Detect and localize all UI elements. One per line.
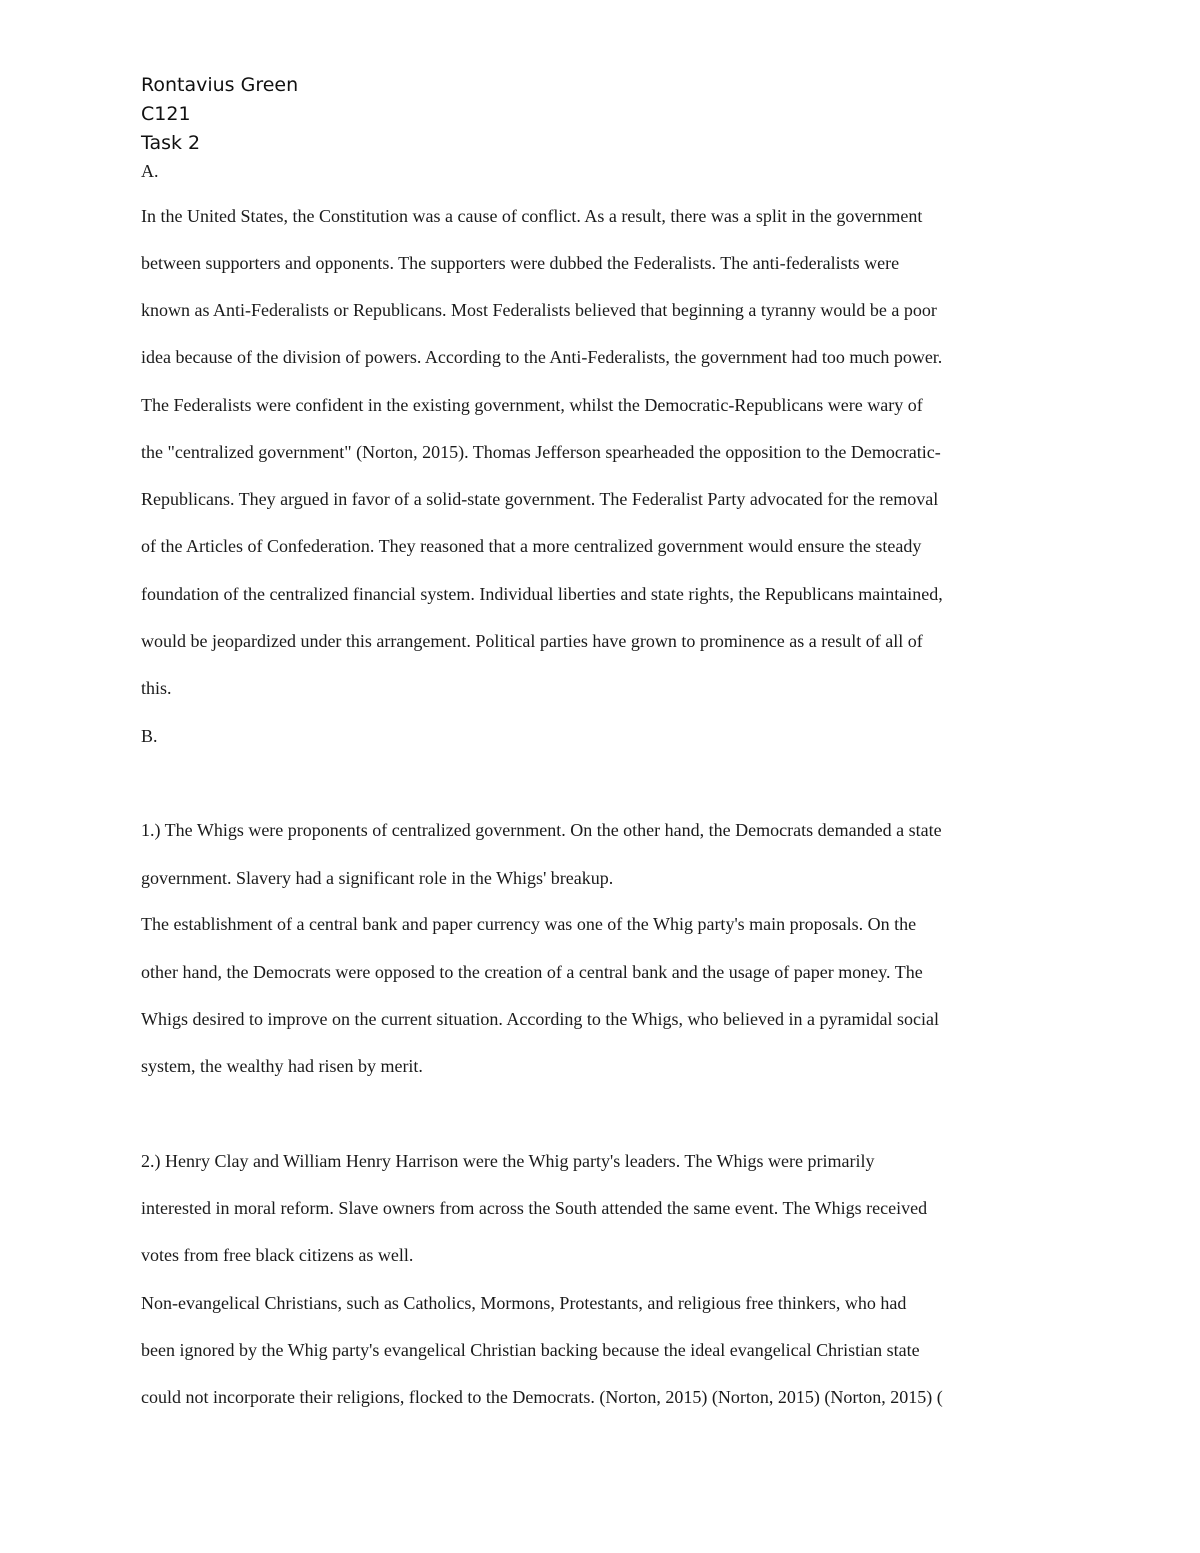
section-b-item2-line: votes from free black citizens as well. xyxy=(141,1245,414,1265)
section-b-item2-line: interested in moral reform. Slave owners from across the South attended the same event. The Whigs received xyxy=(141,1198,928,1218)
section-a-line: The Federalists were confident in the existing government, whilst the Democratic-Republicans were wary of xyxy=(141,395,923,415)
section-b-item1-line: Whigs desired to improve on the current situation. According to the Whigs, who believed in a pyramidal social xyxy=(141,1009,939,1029)
author-name: Rontavius Green xyxy=(141,74,299,96)
task-title: Task 2 xyxy=(141,132,201,154)
section-b-item1-line: system, the wealthy had risen by merit. xyxy=(141,1056,423,1076)
section-b-item1-line: government. Slavery had a significant role in the Whigs' breakup. xyxy=(141,868,614,888)
section-a-line: known as Anti-Federalists or Republicans. Most Federalists believed that beginning a tyranny would be a poor xyxy=(141,300,937,320)
section-b-item1-line: 1.) The Whigs were proponents of centralized government. On the other hand, the Democrats demanded a state xyxy=(141,820,942,840)
section-b-item1-line: The establishment of a central bank and paper currency was one of the Whig party's main proposals. On the xyxy=(141,914,917,934)
section-b-item1-line: other hand, the Democrats were opposed to the creation of a central bank and the usage of paper money. The xyxy=(141,962,923,982)
section-b-item2-line: could not incorporate their religions, flocked to the Democrats. (Norton, 2015) (Norton, 2015) (Norton, 2015) ( xyxy=(141,1387,943,1407)
section-a-line: In the United States, the Constitution was a cause of conflict. As a result, there was a split in the government xyxy=(141,206,923,226)
section-a-line: of the Articles of Confederation. They reasoned that a more centralized government would ensure the steady xyxy=(141,536,922,556)
section-b-item2-line: 2.) Henry Clay and William Henry Harrison were the Whig party's leaders. The Whigs were primarily xyxy=(141,1151,875,1171)
section-b-item2-line: been ignored by the Whig party's evangelical Christian backing because the ideal evangelical Christian state xyxy=(141,1340,920,1360)
section-a-line: between supporters and opponents. The supporters were dubbed the Federalists. The anti-federalists were xyxy=(141,253,900,273)
section-a-label: A. xyxy=(141,161,159,181)
section-b-item2-line: Non-evangelical Christians, such as Catholics, Mormons, Protestants, and religious free thinkers, who had xyxy=(141,1293,907,1313)
section-a-line: Republicans. They argued in favor of a solid-state government. The Federalist Party advocated for the removal xyxy=(141,489,939,509)
section-a-line: this. xyxy=(141,678,172,698)
section-b-label: B. xyxy=(141,726,158,746)
course-code: C121 xyxy=(141,103,191,125)
section-a-line: idea because of the division of powers. According to the Anti-Federalists, the government had too much power. xyxy=(141,347,943,367)
section-a-line: would be jeopardized under this arrangement. Political parties have grown to prominence as a result of all of xyxy=(141,631,923,651)
section-a-line: the "centralized government" (Norton, 2015). Thomas Jefferson spearheaded the opposition to the Democratic- xyxy=(141,442,941,462)
section-a-line: foundation of the centralized financial system. Individual liberties and state rights, the Republicans maintained, xyxy=(141,584,943,604)
